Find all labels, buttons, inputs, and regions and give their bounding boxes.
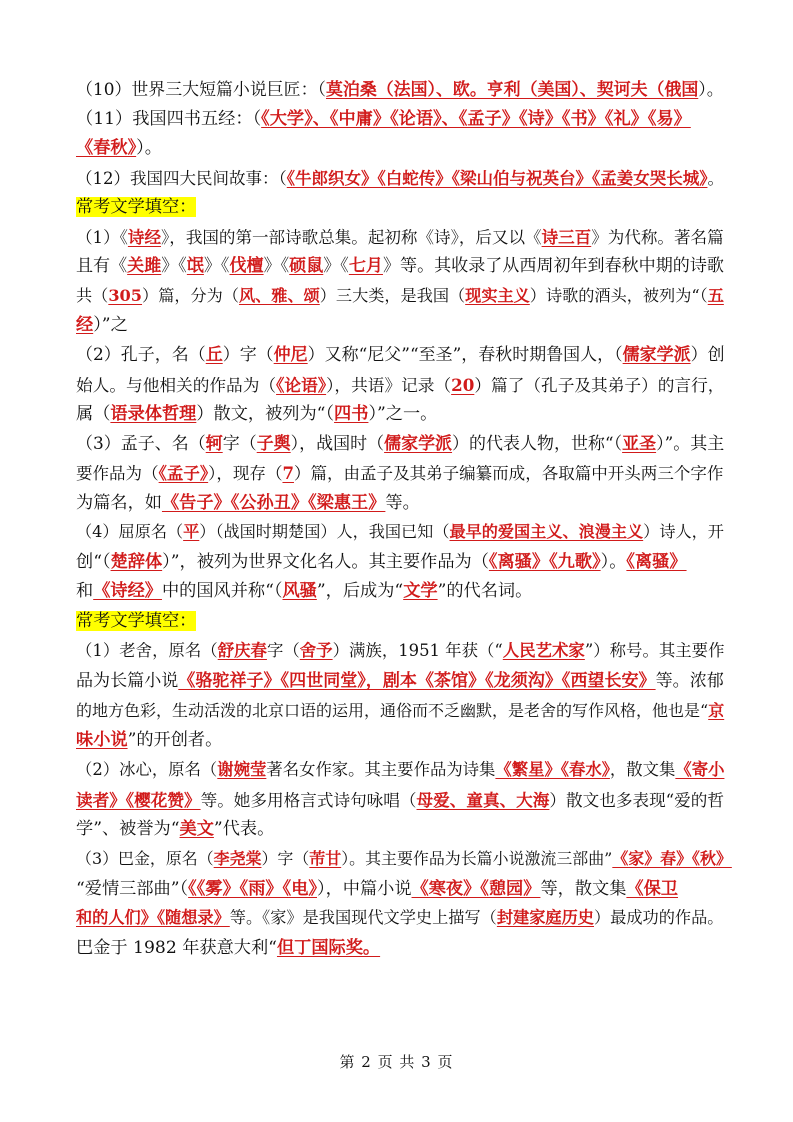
body-text: ，散文集 <box>609 760 676 779</box>
answer-text: 风、雅、颂 <box>238 286 320 305</box>
answer-text: 《家》春》《秋》 <box>612 849 732 868</box>
body-text: （2）冰心，原名（ <box>76 760 218 779</box>
body-text: 》《 <box>203 256 230 276</box>
answer-text: 芾甘 <box>309 849 342 868</box>
body-text: ）又称“尼父”“至圣”，春秋时期鲁国人，（ <box>307 345 623 365</box>
answer-text: 诗三百 <box>541 227 592 247</box>
answer-text: 莫泊桑（法国）、欧。亨利（美国）、契诃夫（俄国 <box>325 79 699 99</box>
answer-text: 《告子》《公孙丑》《梁惠王》 <box>161 493 386 513</box>
text-line <box>76 576 532 606</box>
body-text: 》，我国的第一部诗歌总集。起初称《诗》，后又以《 <box>161 228 542 247</box>
body-text: （1）《 <box>76 228 128 247</box>
answer-text: 仲尼 <box>273 345 308 365</box>
text-line <box>76 251 724 281</box>
answer-text: 7 <box>282 463 294 483</box>
text-line <box>76 429 724 459</box>
body-text: 等。浓郁 <box>655 671 724 691</box>
text-line <box>76 666 724 696</box>
answer-text: 《离骚》《九歌》 <box>488 552 601 572</box>
body-text: 的地方色彩，生动活泼的北京口语的运用，通俗而不乏幽默，是老舍的写作风格，他也是“ <box>76 701 709 720</box>
body-text: ”的代名词。 <box>437 581 533 601</box>
body-text: 著名女作家。其主要作品为诗集 <box>266 760 496 779</box>
answer-text: 20 <box>451 375 475 395</box>
body-text: ）字（ <box>261 849 310 868</box>
answer-text: 轲 <box>205 434 223 454</box>
text-line <box>76 163 724 193</box>
answer-text: 语录体哲理 <box>110 404 197 424</box>
body-text: （10）世界三大短篇小说巨匠：（ <box>76 79 326 99</box>
body-text: （11）我国四书五经：（ <box>76 109 262 129</box>
body-text: ）”之一。 <box>368 404 438 424</box>
answer-text: 《保卫 <box>626 879 678 899</box>
answer-text: 硕鼠 <box>289 256 324 276</box>
body-text: （3）巴金，原名（ <box>76 849 214 868</box>
body-text: ）。 <box>698 79 724 99</box>
answer-text: 平 <box>183 522 200 541</box>
answer-text: 文学 <box>403 581 438 601</box>
text-line <box>76 547 687 577</box>
answer-text: 味小说 <box>76 730 128 750</box>
answer-text: 《诗经》 <box>93 581 162 601</box>
text-line <box>76 310 128 340</box>
section-heading: 常考文学填空： <box>76 197 197 217</box>
answer-text: 《寒夜》《憩园》 <box>411 879 541 899</box>
body-text: （3）孟子、名（ <box>76 434 206 454</box>
answer-text: 京 <box>708 701 725 720</box>
body-text: 》《 <box>263 256 290 276</box>
answer-text: 伐檀 <box>229 256 264 276</box>
text-line <box>76 488 420 518</box>
body-text: ”）称号。其主要作 <box>584 641 725 660</box>
text-line <box>76 814 274 844</box>
body-text: 。 <box>707 169 724 188</box>
answer-text: 五 <box>707 286 724 305</box>
body-text: 要作品为（ <box>76 464 159 483</box>
text-line <box>76 222 724 252</box>
answer-text: 风骚 <box>282 581 317 601</box>
answer-text: 诗经 <box>127 227 161 247</box>
body-text: ），共语》记录（ <box>326 376 452 395</box>
body-text: ），中篇小说 <box>317 879 412 899</box>
answer-text: 《春秋》 <box>76 138 137 158</box>
body-text: （4）屈原名（ <box>76 522 184 541</box>
answer-text: 《牛郎织女》《白蛇传》《梁山伯与祝英台》《孟姜女哭长城》 <box>286 168 708 188</box>
answer-text: 《繁星》《春水》 <box>495 760 610 779</box>
answer-text: 李尧棠 <box>213 849 262 868</box>
answer-text: 读者》《樱花赞》 <box>76 790 201 810</box>
answer-text: 和的人们》《随想录》 <box>76 908 230 927</box>
text-line <box>76 725 222 755</box>
body-text: 为篇名，如 <box>76 493 162 513</box>
body-text: 》《 <box>323 256 349 276</box>
text-line <box>76 340 725 370</box>
body-text: 共（ <box>76 286 109 305</box>
body-text: （2）孔子，名（ <box>76 345 206 365</box>
answer-text: 《寄小 <box>675 760 725 779</box>
text-line <box>76 458 723 488</box>
body-text: ）散文，被列为“（ <box>196 404 335 424</box>
body-text: 属（ <box>76 404 111 424</box>
text-line <box>76 104 691 134</box>
body-text: 巴金于 1982 年获意大利“ <box>76 938 277 958</box>
answer-text: 楚辞体 <box>110 552 163 572</box>
body-text: ）”。其主 <box>656 434 725 454</box>
body-text: ）”之 <box>93 315 128 335</box>
answer-text: 《论语》 <box>276 375 327 395</box>
body-text: ）。 <box>136 138 162 158</box>
answer-text: 《骆驼祥子》《四世同堂》，剧本《茶馆》《龙须沟》《西望长安》 <box>178 671 656 691</box>
body-text: 等。她多用格言式诗句咏唱（ <box>200 791 417 810</box>
body-text: 字（ <box>266 641 300 660</box>
answer-text: 儒家学派 <box>622 345 691 365</box>
body-text: 字（ <box>222 434 257 454</box>
body-text: ）的代表人物，世称“（ <box>452 434 623 454</box>
answer-text: 美文 <box>179 819 214 839</box>
answer-text: 《孟子》 <box>158 463 209 483</box>
answer-text: 现实主义 <box>465 286 530 305</box>
text-line <box>76 192 196 222</box>
answer-text: 子舆 <box>256 434 291 454</box>
body-text: ）最成功的作品。 <box>594 908 724 927</box>
body-text: ）（战国时期楚国）人，我国已知（ <box>199 522 450 541</box>
page-footer: 第 2 页 共 3 页 <box>339 1053 454 1071</box>
answer-text: 305 <box>108 286 143 305</box>
answer-text: 四书 <box>334 404 369 424</box>
text-line <box>76 606 196 636</box>
text-line <box>76 785 724 815</box>
body-text: 等。 <box>385 493 420 513</box>
text-line <box>76 370 724 400</box>
body-text: ）创 <box>690 345 725 365</box>
body-text: ）三大类，是我国（ <box>319 286 466 305</box>
body-text: ）。 <box>600 552 627 572</box>
answer-text: 《《雾》《雨》《电》 <box>188 879 317 899</box>
text-line <box>76 74 724 104</box>
body-text: ），现存（ <box>208 464 283 483</box>
answer-text: 亚圣 <box>622 434 657 454</box>
body-text: 和 <box>76 581 94 601</box>
text-line <box>76 399 437 429</box>
body-text: ）篇，由孟子及其弟子编纂而成，各取篇中开头两三个字作 <box>293 464 724 483</box>
body-text: ”的开创者。 <box>127 730 223 750</box>
body-text: 中的国风并称“（ <box>161 581 283 601</box>
text-line <box>76 903 724 933</box>
body-text: ）散文也多表现“爱的哲 <box>549 791 724 810</box>
answer-text: 封建家庭历史 <box>496 908 594 927</box>
body-text: ）满族，1951 年获（“ <box>332 641 503 660</box>
body-text: 等，散文集 <box>540 879 627 899</box>
body-text: ”代表。 <box>213 819 275 839</box>
body-text: 》等。其收录了从西周初年到春秋中期的诗歌 <box>382 256 724 276</box>
answer-text: 谢婉莹 <box>217 760 267 779</box>
answer-text: 人民艺术家 <box>502 641 585 660</box>
answer-text: 母爱、童真、大海 <box>416 790 550 810</box>
answer-text: 儒家学派 <box>384 434 453 454</box>
text-line <box>76 133 162 163</box>
section-heading: 常考文学填空： <box>76 611 197 631</box>
body-text: 且有《 <box>76 256 128 276</box>
body-text: ）”，被列为世界文化名人。其主要作品为（ <box>162 552 489 572</box>
body-text: “爱情三部曲”（ <box>76 879 189 899</box>
text-line <box>76 636 724 666</box>
answer-text: 《大学》、《中庸》《论语》、《孟子》《诗》《书》《礼》《易》 <box>261 109 691 129</box>
body-text: 始人。与他相关的作品为（ <box>76 376 277 395</box>
body-text: （12）我国四大民间故事：（ <box>76 169 287 188</box>
body-text: ），战国时（ <box>290 434 385 454</box>
answer-text: 经 <box>76 315 94 335</box>
body-text: 》《 <box>161 256 187 276</box>
text-line <box>76 696 724 726</box>
body-text: 品为长篇小说 <box>76 671 179 691</box>
answer-text: 氓 <box>186 256 204 276</box>
body-text: 创“（ <box>76 552 111 572</box>
text-line <box>76 933 380 963</box>
body-text: 》为代称。著名篇 <box>591 228 724 247</box>
body-text: 学”、被誉为“ <box>76 819 180 839</box>
text-line <box>76 844 732 874</box>
body-text: ”，后成为“ <box>316 581 404 601</box>
text-line <box>76 281 724 311</box>
body-text: ）篇，分为（ <box>142 286 239 305</box>
body-text: ）诗人，开 <box>643 522 724 541</box>
answer-text: 丘 <box>205 345 223 365</box>
answer-text: 舒庆春 <box>217 641 267 660</box>
body-text: （1）老舍，原名（ <box>76 641 218 660</box>
answer-text: 舍予 <box>299 641 333 660</box>
text-line <box>76 517 724 547</box>
body-text: ）字（ <box>222 345 274 365</box>
body-text: ）。其主要作品为长篇小说激流三部曲” <box>341 849 613 868</box>
body-text: 等。《家》是我国现代文学史上描写（ <box>229 908 497 927</box>
text-line <box>76 874 678 904</box>
answer-text: 关雎 <box>127 256 162 276</box>
answer-text: 最早的爱国主义、浪漫主义 <box>449 522 644 541</box>
answer-text: 七月 <box>348 256 383 276</box>
text-line <box>76 755 724 785</box>
answer-text: 但丁国际奖。 <box>276 938 381 958</box>
body-text: ）诗歌的酒头，被列为“（ <box>529 286 708 305</box>
answer-text: 《离骚》 <box>626 552 687 572</box>
body-text: ）篇了（孔子及其弟子）的言行， <box>474 376 725 395</box>
